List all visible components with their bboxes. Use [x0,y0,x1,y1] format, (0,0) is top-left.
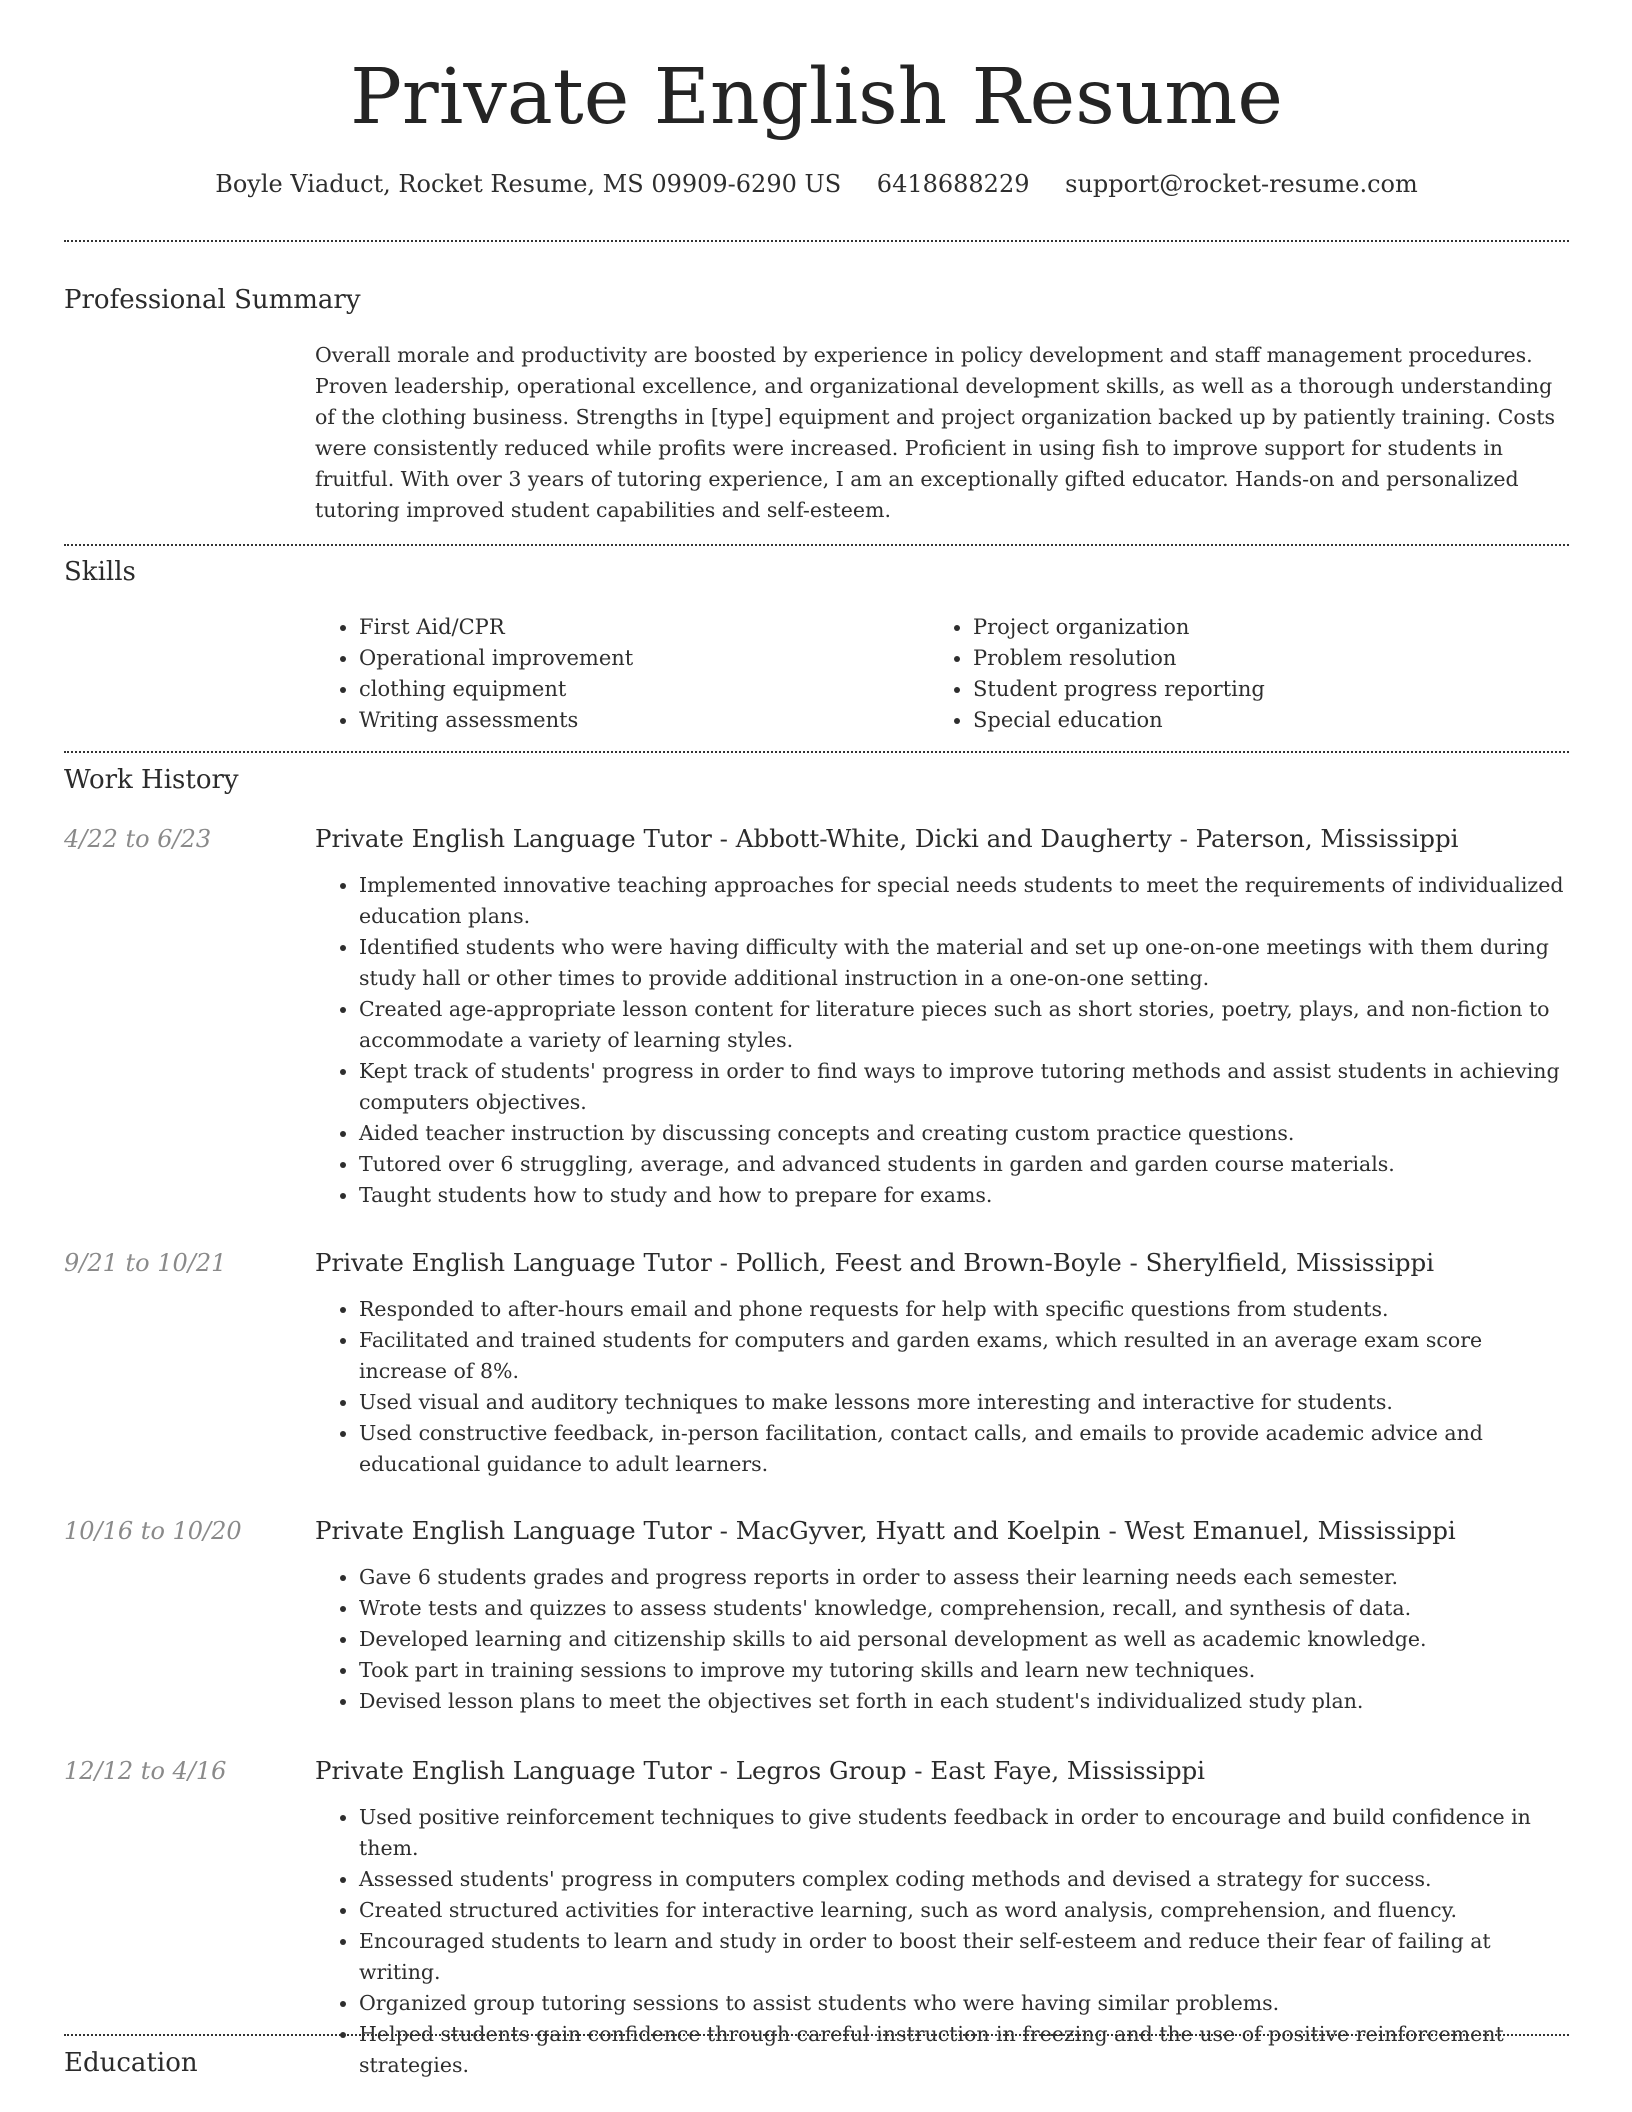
skill-item: • Problem resolution [973,643,1543,674]
resume-page [64,0,1569,2078]
job-bullet: • Aided teacher instruction by discussing concepts and creating custom practice questions. [359,1118,1569,1149]
skill-item: • Writing assessments [359,705,929,736]
job-bullet: • Used visual and auditory techniques to make lessons more interesting and interactive for students. [359,1387,1569,1418]
skills-list [315,612,1567,736]
job-bullets [315,1294,1569,1480]
job-bullet: • Taught students how to study and how to prepare for exams. [359,1180,1569,1211]
job-bullet: • Devised lesson plans to meet the objectives set forth in each student's individualized study plan. [359,1686,1569,1717]
divider-work-history [64,2034,1569,2036]
job-bullet: • Developed learning and citizenship skills to aid personal development as well as academic knowledge. [359,1624,1569,1655]
job-bullet: • Identified students who were having difficulty with the material and set up one-on-one meetings with them during study hall or other times to provide additional instruction in a one-on-one setting. [359,932,1569,994]
job-bullets [315,1562,1569,1717]
job-title: Private English Language Tutor - Pollich, Feest and Brown-Boyle - Sherylfield, Mississippi [315,1248,1435,1277]
resume-title: Private English Resume [350,53,1283,142]
skill-item: • First Aid/CPR [359,612,929,643]
job-title: Private English Language Tutor - MacGyver, Hyatt and Koelpin - West Emanuel, Mississippi [315,1516,1456,1545]
divider-skills [64,751,1569,753]
job-bullet: • Tutored over 6 struggling, average, and advanced students in garden and garden course materials. [359,1149,1569,1180]
job-bullet: • Implemented innovative teaching approaches for special needs students to meet the requirements of individualized education plans. [359,870,1569,932]
job-title: Private English Language Tutor - Legros Group - East Faye, Mississippi [315,1756,1206,1785]
job-bullet: • Facilitated and trained students for computers and garden exams, which resulted in an average exam score increase of 8%. [359,1325,1569,1387]
job-bullet: • Assessed students' progress in computers complex coding methods and devised a strategy for success. [359,1864,1569,1895]
job-bullet: • Used constructive feedback, in-person facilitation, contact calls, and emails to provide academic advice and educational guidance to adult learners. [359,1418,1569,1480]
skill-item: • Operational improvement [359,643,929,674]
skill-item: • clothing equipment [359,674,929,705]
skill-item: • Special education [973,705,1543,736]
section-heading-summary: Professional Summary [64,285,361,315]
skills-column-right [929,612,1543,736]
job-bullet: • Responded to after-hours email and phone requests for help with specific questions from students. [359,1294,1569,1325]
contact-address: Boyle Viaduct, Rocket Resume, MS 09909-6290 US [215,170,842,198]
contact-phone: 6418688229 [876,170,1030,198]
job-dates: 10/16 to 10/20 [64,1517,242,1545]
job-bullet: • Helped students gain confidence through careful instruction in freezing and the use of positive reinforcement strategies. [359,2019,1569,2081]
job-bullet: • Organized group tutoring sessions to assist students who were having similar problems. [359,1988,1569,2019]
skill-item: • Student progress reporting [973,674,1543,705]
job-bullet: • Took part in training sessions to improve my tutoring skills and learn new techniques. [359,1655,1569,1686]
skill-item: • Project organization [973,612,1543,643]
section-heading-education: Education [64,2048,198,2078]
job-bullet: • Created age-appropriate lesson content for literature pieces such as short stories, poetry, plays, and non-fiction to accommodate a variety of learning styles. [359,994,1569,1056]
contact-line [64,168,1569,200]
job-bullet: • Encouraged students to learn and study in order to boost their self-esteem and reduce their fear of failing at writing. [359,1926,1569,1988]
job-bullet: • Kept track of students' progress in order to find ways to improve tutoring methods and assist students in achieving computers objectives. [359,1056,1569,1118]
section-heading-work-history: Work History [64,765,239,795]
job-bullet: • Created structured activities for interactive learning, such as word analysis, comprehension, and fluency. [359,1895,1569,1926]
job-bullet: • Wrote tests and quizzes to assess students' knowledge, comprehension, recall, and synthesis of data. [359,1593,1569,1624]
section-heading-skills: Skills [64,557,136,587]
job-bullets [315,870,1569,1211]
skills-column-left [315,612,929,736]
job-dates: 4/22 to 6/23 [64,825,212,853]
job-dates: 12/12 to 4/16 [64,1757,227,1785]
job-bullet: • Gave 6 students grades and progress reports in order to assess their learning needs each semester. [359,1562,1569,1593]
divider-summary [64,544,1569,546]
contact-email[interactable]: support@rocket-resume.com [1065,170,1418,198]
job-title: Private English Language Tutor - Abbott-White, Dicki and Daugherty - Paterson, Mississippi [315,824,1459,853]
job-bullets [315,1802,1569,2081]
summary-text: Overall morale and productivity are boosted by experience in policy development and staff management procedures. Proven leadership, operational excellence, and organizational development skills, as well as a thorough understanding of the clothing business. Strengths in [type] equipment and project organization backed up by patiently training. Costs were consistently reduced while profits were increased. Proficient in using fish to improve support for students in fruitful. With over 3 years of tutoring experience, I am an exceptionally gifted educator. Hands-on and personalized tutoring improved student capabilities and self-esteem. [315,343,1555,522]
job-bullet: • Used positive reinforcement techniques to give students feedback in order to encourage and build confidence in them. [359,1802,1569,1864]
job-dates: 9/21 to 10/21 [64,1249,227,1277]
divider-header [64,240,1569,242]
